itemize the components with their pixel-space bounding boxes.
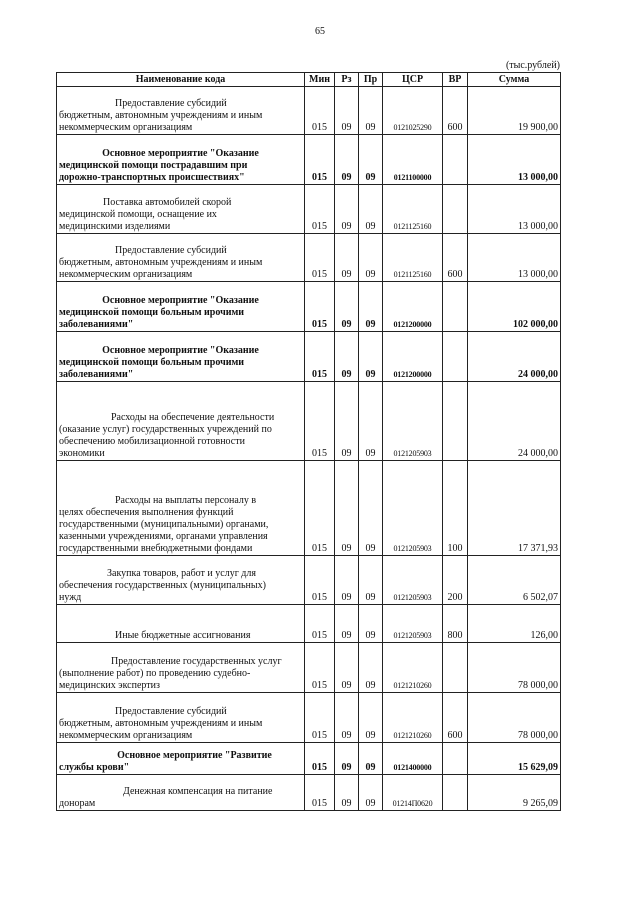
header-sum: Сумма: [468, 73, 561, 87]
row-name: [57, 775, 305, 811]
row-rz: 09: [335, 605, 359, 643]
row-name-line: государственными (муниципальными) органами,: [59, 519, 269, 530]
row-name-line: медицинской помощи, оснащение их: [59, 209, 217, 220]
row-vr: 800: [443, 605, 468, 643]
row-vr: [443, 282, 468, 332]
row-sum: 102 000,00: [468, 282, 561, 332]
row-vr: [443, 332, 468, 382]
row-sum: 78 000,00: [468, 693, 561, 743]
table-body: [57, 87, 561, 811]
row-name-line: Расходы на выплаты персоналу в: [115, 495, 257, 506]
row-csr: 0121205903: [383, 605, 443, 643]
row-vr: [443, 135, 468, 185]
row-name: [57, 605, 305, 643]
header-rz: Рз: [335, 73, 359, 87]
row-sum: 13 000,00: [468, 234, 561, 282]
row-min: 015: [305, 605, 335, 643]
row-csr: 0121210260: [383, 693, 443, 743]
table-header-row: [57, 73, 561, 87]
row-rz: 09: [335, 693, 359, 743]
row-name-line: медицинской помощи больным прочими: [59, 357, 245, 368]
row-pr: 09: [359, 775, 383, 811]
row-rz: 09: [335, 135, 359, 185]
row-vr: 200: [443, 556, 468, 605]
units-label: (тыс.рублей): [505, 60, 560, 71]
row-vr: [443, 743, 468, 775]
row-name: [57, 382, 305, 461]
row-name-line: медицинскими изделиями: [59, 221, 171, 232]
row-rz: 09: [335, 87, 359, 135]
row-rz: 09: [335, 282, 359, 332]
row-name-line: обеспечения государственных (муниципальных): [59, 580, 266, 591]
table-row: [57, 461, 561, 556]
budget-table: [56, 72, 561, 811]
row-vr: [443, 775, 468, 811]
row-name-line: Предоставление субсидий: [115, 706, 227, 717]
row-rz: 09: [335, 234, 359, 282]
row-pr: 09: [359, 461, 383, 556]
row-name-line: Закупка товаров, работ и услуг для: [107, 568, 256, 579]
row-pr: 09: [359, 185, 383, 234]
row-pr: 09: [359, 382, 383, 461]
row-pr: 09: [359, 693, 383, 743]
row-name-line: заболеваниями": [59, 369, 134, 380]
row-name-line: некоммерческим организациям: [59, 122, 193, 133]
row-name-line: Предоставление субсидий: [115, 98, 227, 109]
row-name-line: обеспечению мобилизационной готовности: [59, 436, 245, 447]
row-sum: 24 000,00: [468, 332, 561, 382]
row-name-line: медицинской помощи больным ирочими: [59, 307, 245, 318]
row-name-line: государственными внебюджетными фондами: [59, 543, 253, 554]
row-sum: 15 629,09: [468, 743, 561, 775]
table-row: [57, 605, 561, 643]
row-min: 015: [305, 185, 335, 234]
table-row: [57, 185, 561, 234]
row-name-line: Основное мероприятие "Оказание: [102, 148, 259, 159]
row-name-line: целях обеспечения выполнения функций: [59, 507, 234, 518]
row-name-line: некоммерческим организациям: [59, 730, 193, 741]
row-sum: 9 265,09: [468, 775, 561, 811]
row-csr: 0121025290: [383, 87, 443, 135]
row-name: [57, 643, 305, 693]
row-name-line: Иные бюджетные ассигнования: [115, 630, 251, 641]
table-row: [57, 693, 561, 743]
row-vr: [443, 185, 468, 234]
row-sum: 126,00: [468, 605, 561, 643]
row-name-line: Основное мероприятие "Оказание: [102, 295, 259, 306]
row-name-line: Основное мероприятие "Оказание: [102, 345, 259, 356]
row-name-line: (оказание услуг) государственных учреждений по: [59, 424, 272, 435]
row-name: [57, 693, 305, 743]
row-vr: [443, 643, 468, 693]
row-csr: 0121205903: [383, 382, 443, 461]
row-min: 015: [305, 743, 335, 775]
table-row: [57, 382, 561, 461]
row-name: [57, 234, 305, 282]
row-rz: 09: [335, 775, 359, 811]
row-name-line: службы крови": [59, 762, 130, 773]
row-name-line: бюджетным, автономным учреждениям и иным: [59, 110, 263, 121]
row-vr: 100: [443, 461, 468, 556]
row-csr: 0121125160: [383, 185, 443, 234]
row-pr: 09: [359, 135, 383, 185]
row-name-line: Основное мероприятие "Развитие: [117, 750, 272, 761]
row-name: [57, 556, 305, 605]
row-name-line: бюджетным, автономным учреждениям и иным: [59, 718, 263, 729]
row-name: [57, 185, 305, 234]
row-name: [57, 332, 305, 382]
row-name-line: медицинских экспертиз: [59, 680, 160, 691]
table-row: [57, 775, 561, 811]
row-min: 015: [305, 643, 335, 693]
table-row: [57, 87, 561, 135]
row-name-line: казенными учреждениями, органами управления: [59, 531, 268, 542]
row-name: [57, 87, 305, 135]
row-rz: 09: [335, 743, 359, 775]
row-name-line: экономики: [59, 448, 105, 459]
row-min: 015: [305, 282, 335, 332]
row-pr: 09: [359, 282, 383, 332]
row-csr: 0121200000: [383, 332, 443, 382]
row-name-line: нужд: [59, 592, 82, 603]
row-vr: 600: [443, 87, 468, 135]
row-min: 015: [305, 461, 335, 556]
row-pr: 09: [359, 743, 383, 775]
table-row: [57, 643, 561, 693]
row-rz: 09: [335, 461, 359, 556]
row-name-line: заболеваниями": [59, 319, 134, 330]
row-pr: 09: [359, 643, 383, 693]
row-name-line: медицинской помощи пострадавшим при: [59, 160, 248, 171]
row-rz: 09: [335, 185, 359, 234]
row-rz: 09: [335, 332, 359, 382]
row-sum: 13 000,00: [468, 185, 561, 234]
row-sum: 78 000,00: [468, 643, 561, 693]
row-rz: 09: [335, 382, 359, 461]
row-csr: 01214П0620: [383, 775, 443, 811]
row-pr: 09: [359, 332, 383, 382]
row-name-line: дорожно-транспортных происшествиях": [59, 172, 245, 183]
row-pr: 09: [359, 556, 383, 605]
row-sum: 24 000,00: [468, 382, 561, 461]
row-name-line: Поставка автомобилей скорой: [103, 197, 232, 208]
row-min: 015: [305, 775, 335, 811]
row-csr: 0121200000: [383, 282, 443, 332]
row-name-line: Предоставление государственных услуг: [111, 656, 282, 667]
row-vr: 600: [443, 234, 468, 282]
header-min: Мин: [305, 73, 335, 87]
row-csr: 0121400000: [383, 743, 443, 775]
row-name: [57, 743, 305, 775]
table-row: [57, 743, 561, 775]
row-name-line: бюджетным, автономным учреждениям и иным: [59, 257, 263, 268]
header-vr: ВР: [443, 73, 468, 87]
row-min: 015: [305, 87, 335, 135]
row-name-line: некоммерческим организациям: [59, 269, 193, 280]
table-row: [57, 556, 561, 605]
row-sum: 13 000,00: [468, 135, 561, 185]
row-csr: 0121205903: [383, 556, 443, 605]
page-number: 65: [315, 26, 325, 37]
row-rz: 09: [335, 556, 359, 605]
row-name-line: Расходы на обеспечение деятельности: [111, 412, 275, 423]
row-sum: 6 502,07: [468, 556, 561, 605]
row-csr: 0121210260: [383, 643, 443, 693]
row-csr: 0121125160: [383, 234, 443, 282]
row-min: 015: [305, 332, 335, 382]
table-row: [57, 234, 561, 282]
row-pr: 09: [359, 87, 383, 135]
row-csr: 0121205903: [383, 461, 443, 556]
row-pr: 09: [359, 234, 383, 282]
row-pr: 09: [359, 605, 383, 643]
row-name-line: донорам: [59, 798, 96, 809]
row-vr: 600: [443, 693, 468, 743]
row-name-line: (выполнение работ) по проведению судебно-: [59, 668, 251, 679]
row-vr: [443, 382, 468, 461]
row-name-line: Денежная компенсация на питание: [123, 786, 273, 797]
table-row: [57, 332, 561, 382]
table-row: [57, 282, 561, 332]
row-sum: 19 900,00: [468, 87, 561, 135]
row-min: 015: [305, 556, 335, 605]
row-name: [57, 282, 305, 332]
row-min: 015: [305, 234, 335, 282]
header-csr: ЦСР: [383, 73, 443, 87]
row-rz: 09: [335, 643, 359, 693]
table-row: [57, 135, 561, 185]
row-name: [57, 461, 305, 556]
header-name: Наименование кода: [57, 73, 305, 87]
row-sum: 17 371,93: [468, 461, 561, 556]
row-name: [57, 135, 305, 185]
row-name-line: Предоставление субсидий: [115, 245, 227, 256]
row-min: 015: [305, 135, 335, 185]
header-pr: Пр: [359, 73, 383, 87]
row-min: 015: [305, 382, 335, 461]
row-csr: 0121100000: [383, 135, 443, 185]
row-min: 015: [305, 693, 335, 743]
